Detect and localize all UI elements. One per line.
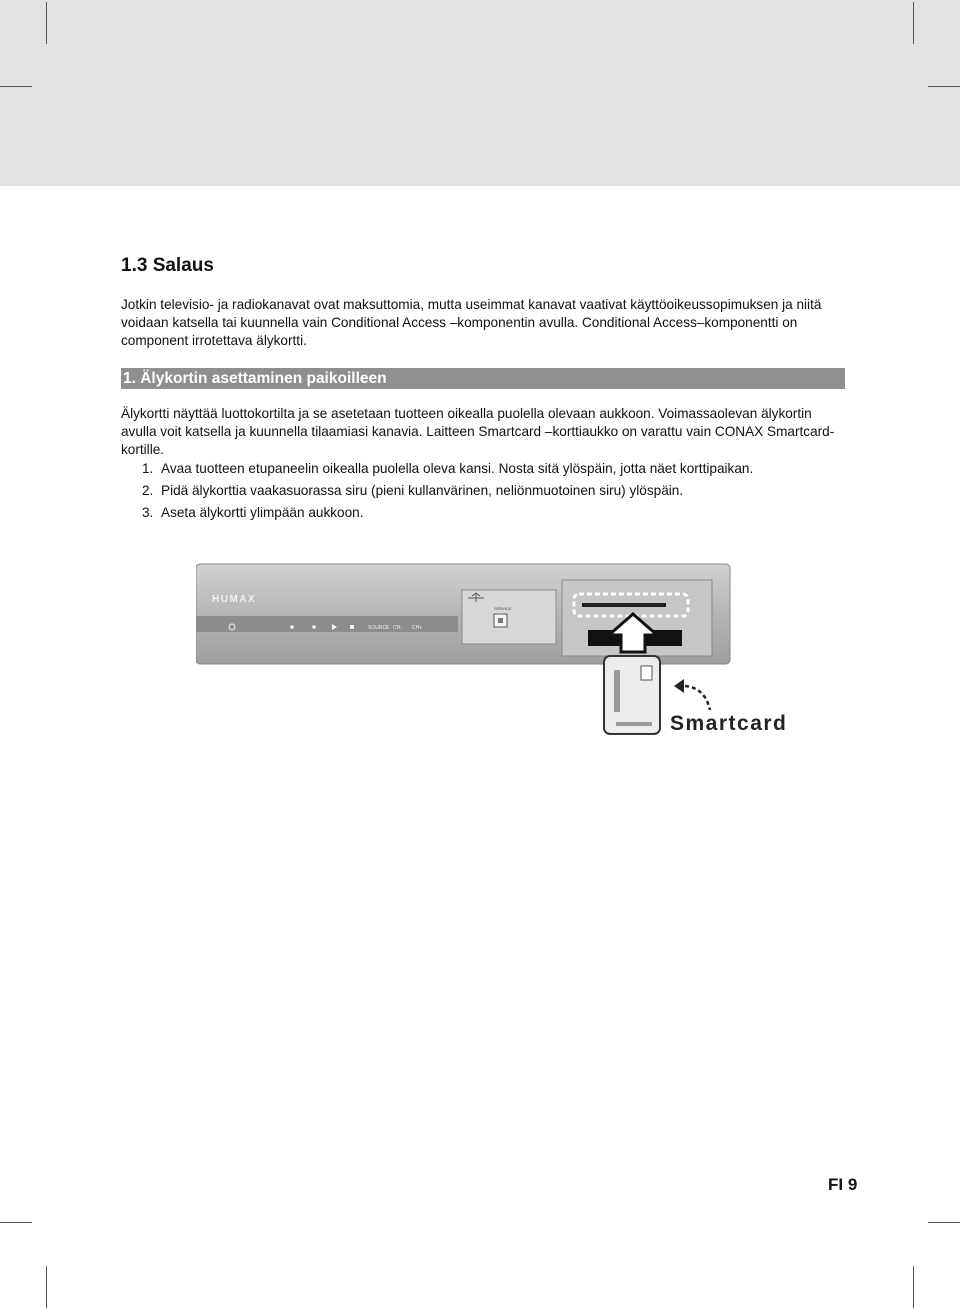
smartcard-insertion-figure — [196, 552, 802, 738]
crop-mark — [0, 1222, 32, 1223]
card-stripe — [616, 722, 652, 726]
brand-logo: HUMAX — [212, 594, 257, 605]
section-title: 1.3 Salaus — [121, 255, 214, 276]
crop-mark — [928, 86, 960, 87]
stop-icon — [350, 625, 354, 629]
step-text: Aseta älykortti ylimpään aukkoon. — [161, 505, 364, 520]
card-slot — [582, 603, 666, 607]
arrowhead-icon — [674, 679, 684, 693]
step-number: 3. — [142, 505, 154, 520]
crop-mark — [46, 2, 47, 44]
card-chip — [641, 666, 652, 680]
crop-mark — [928, 1222, 960, 1223]
subsection-heading: 1. Älykortin asettaminen paikoilleen — [121, 368, 845, 389]
button-label: SOURCE — [368, 625, 390, 631]
button-label: CH- — [393, 625, 402, 631]
button-dot — [312, 625, 316, 629]
crop-mark — [913, 2, 914, 44]
step-item — [121, 504, 364, 522]
card-stripe — [614, 670, 620, 712]
step-text: Avaa tuotteen etupaneelin oikealla puolella oleva kansi. Nosta sitä ylöspäin, jotta näet korttipaikan. — [161, 461, 754, 476]
smartcard-label: Smartcard — [670, 712, 788, 735]
step-number: 1. — [142, 461, 154, 476]
step-item — [121, 460, 753, 478]
button-dot — [290, 625, 294, 629]
crop-mark — [0, 86, 32, 87]
step-number: 2. — [142, 483, 154, 498]
crop-mark — [46, 1266, 47, 1308]
top-gray-band — [0, 0, 960, 186]
crop-mark — [913, 1266, 914, 1308]
description-paragraph: Älykortti näyttää luottokortilta ja se asetetaan tuotteen oikealla puolella olevaan aukkoon. Voimassaolevan älykortin avulla voit katsella ja kuunnella tilaamiasi kanavia. Laitteen Smartcard –korttiaukko on varattu vain CONAX Smartcard-kortille. — [121, 406, 835, 457]
page-number: FI 9 — [828, 1175, 858, 1194]
step-text: Pidä älykorttia vaakasuorassa siru (pieni kullanvärinen, neliönmuotoinen siru) ylöspäin. — [161, 483, 684, 498]
intro-paragraph: Jotkin televisio- ja radiokanavat ovat maksuttomia, mutta useimmat kanavat vaativat käyttöoikeussopimuksen ja niitä voidaan katsella tai kuunnella vain Conditional Access –komponentin avulla. Conditional Access–komponentti on component irrotettava älykortti. — [121, 297, 822, 348]
service-port-label: SERVICE — [494, 606, 512, 611]
step-item — [121, 482, 683, 500]
button-label: CH+ — [412, 625, 423, 631]
